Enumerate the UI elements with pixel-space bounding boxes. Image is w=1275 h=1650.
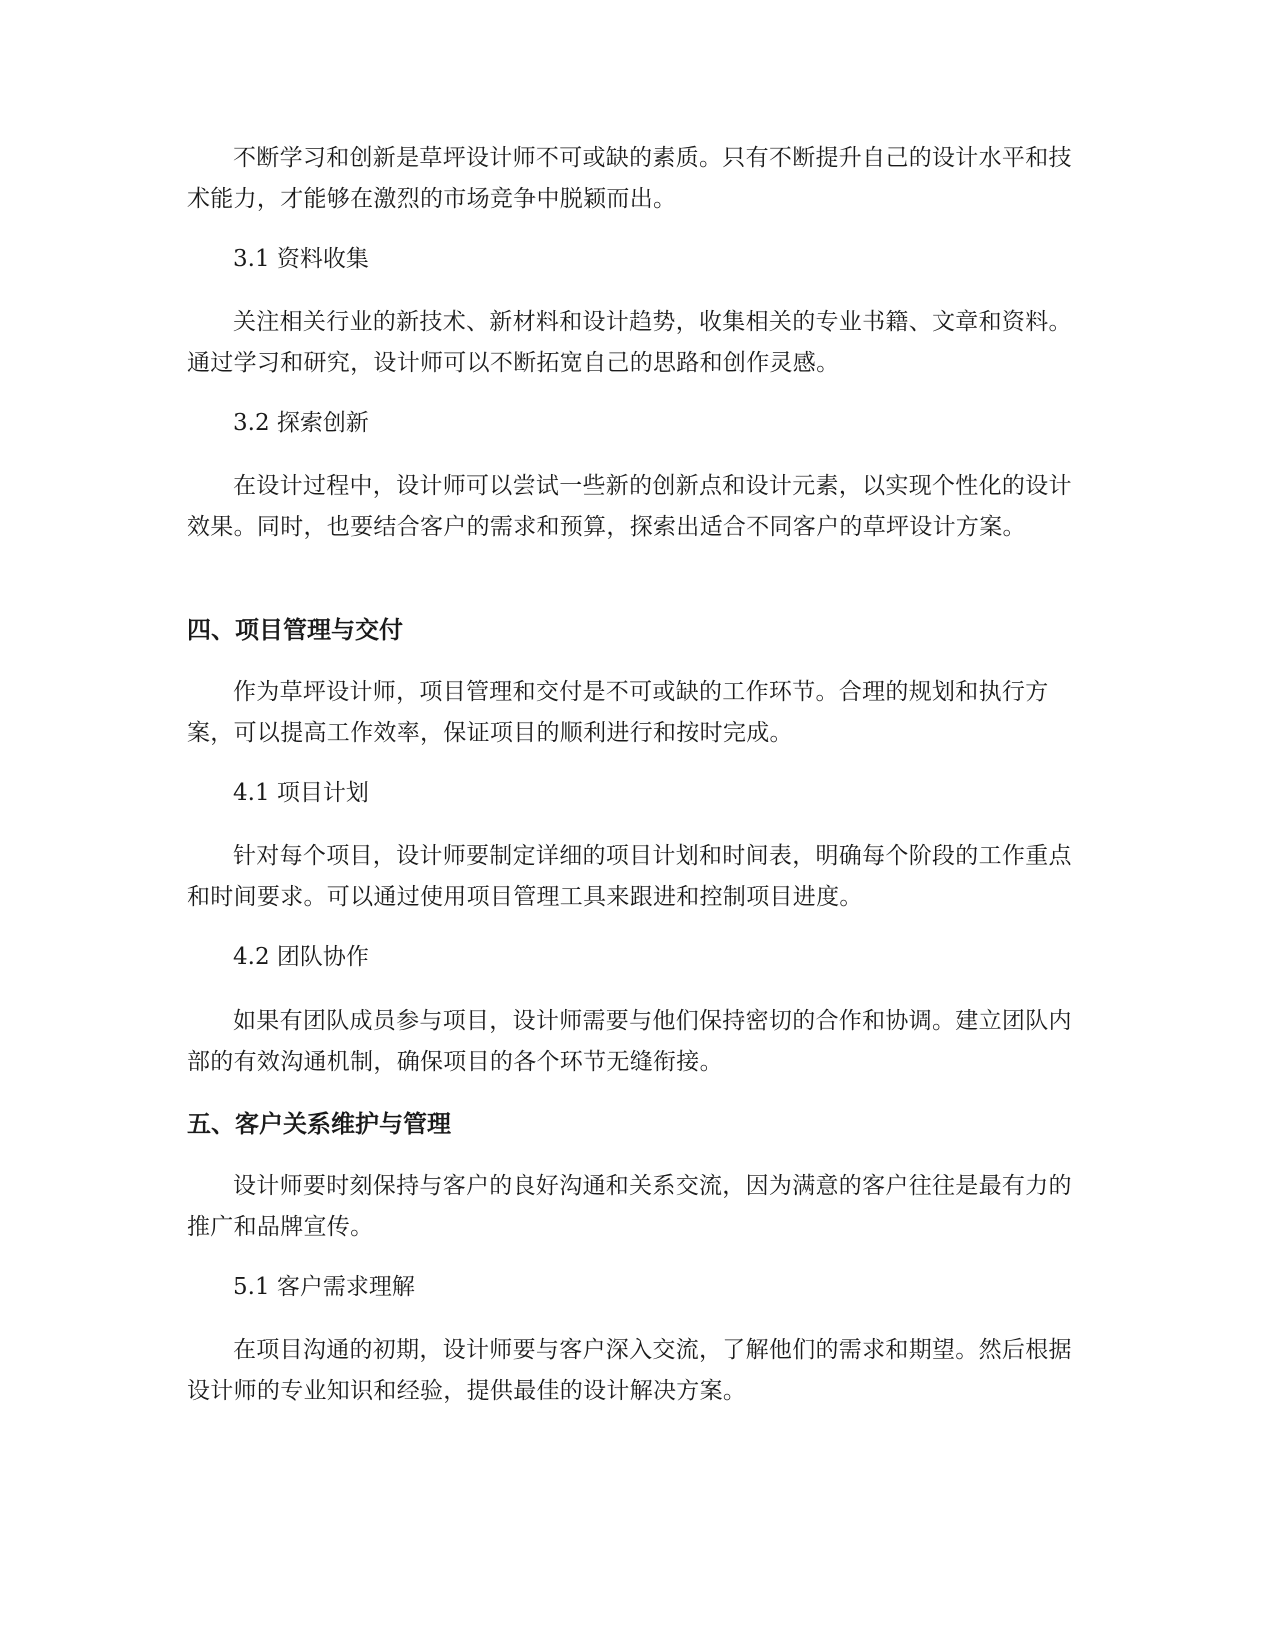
- subheading-3-1: 3.1 资料收集: [233, 246, 369, 272]
- subheading-3-2: 3.2 探索创新: [233, 410, 369, 436]
- section-heading-4: 四、项目管理与交付: [187, 616, 403, 644]
- paragraph-section-4-intro: 作为草坪设计师，项目管理和交付是不可或缺的工作环节。合理的规划和执行方案，可以提高工作效率，保证项目的顺利进行和按时完成。: [187, 679, 1049, 746]
- paragraph-4-1: 针对每个项目，设计师要制定详细的项目计划和时间表，明确每个阶段的工作重点和时间要求。可以通过使用项目管理工具来跟进和控制项目进度。: [187, 843, 1072, 910]
- paragraph-learning-innovation: 不断学习和创新是草坪设计师不可或缺的素质。只有不断提升自己的设计水平和技术能力，才能够在激烈的市场竞争中脱颖而出。: [187, 145, 1072, 212]
- subheading-5-1: 5.1 客户需求理解: [233, 1274, 415, 1300]
- section-heading-5: 五、客户关系维护与管理: [187, 1110, 451, 1138]
- paragraph-3-2: 在设计过程中，设计师可以尝试一些新的创新点和设计元素，以实现个性化的设计效果。同时，也要结合客户的需求和预算，探索出适合不同客户的草坪设计方案。: [187, 473, 1072, 540]
- paragraph-section-5-intro: 设计师要时刻保持与客户的良好沟通和关系交流，因为满意的客户往往是最有力的推广和品牌宣传。: [187, 1173, 1072, 1240]
- subheading-4-1: 4.1 项目计划: [233, 780, 369, 806]
- paragraph-4-2: 如果有团队成员参与项目，设计师需要与他们保持密切的合作和协调。建立团队内部的有效沟通机制，确保项目的各个环节无缝衔接。: [187, 1008, 1072, 1075]
- paragraph-5-1: 在项目沟通的初期，设计师要与客户深入交流，了解他们的需求和期望。然后根据设计师的专业知识和经验，提供最佳的设计解决方案。: [187, 1337, 1072, 1404]
- paragraph-3-1: 关注相关行业的新技术、新材料和设计趋势，收集相关的专业书籍、文章和资料。通过学习和研究，设计师可以不断拓宽自己的思路和创作灵感。: [187, 309, 1072, 376]
- subheading-4-2: 4.2 团队协作: [233, 944, 369, 970]
